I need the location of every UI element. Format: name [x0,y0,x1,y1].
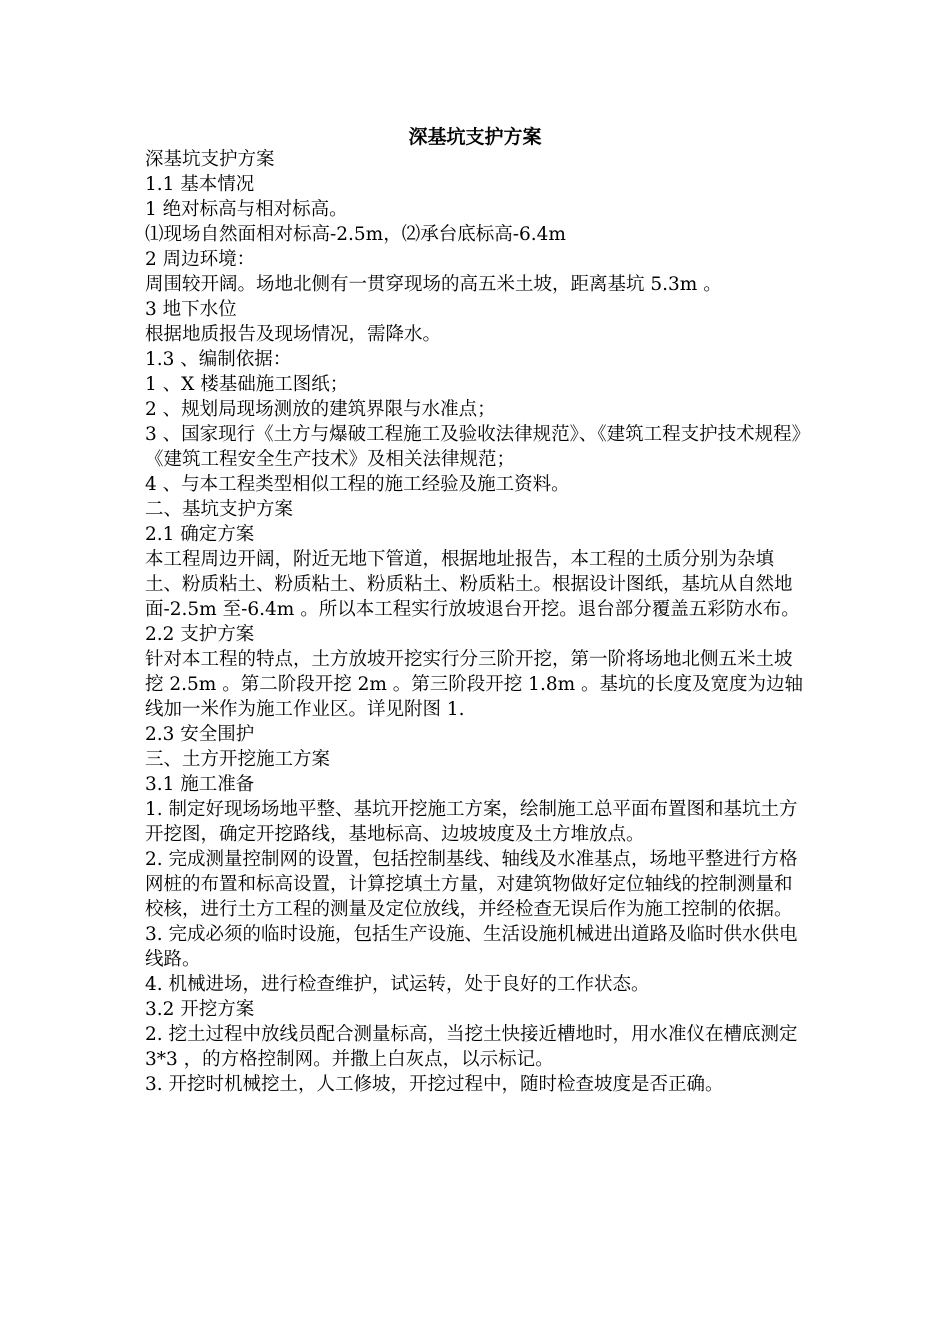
paragraph: 本工程周边开阔，附近无地下管道，根据地址报告，本工程的土质分别为杂填土、粉质粘土、粉质粘土、粉质粘土、粉质粘土。根据设计图纸，基坑从自然地面-2.5m 至-6.4m 。所以本工程实行放坡退台开挖。退台部分覆盖五彩防水布。 [145,549,800,620]
paragraph: 针对本工程的特点，土方放坡开挖实行分三阶开挖，第一阶将场地北侧五米土坡挖 2.5m 。第二阶段开挖 2m 。第三阶段开挖 1.8m 。基坑的长度及宽度为边轴线加一米作为施工作业区。详见附图 1. [145,649,804,720]
section-heading: 1.1 基本情况 [145,174,255,195]
section-heading: 3.2 开挖方案 [145,999,255,1020]
list-item: 1. 制定好现场场地平整、基坑开挖施工方案，绘制施工总平面布置图和基坑土方开挖图，确定开挖路线，基地标高、边坡坡度及土方堆放点。 [145,799,798,845]
section-heading: 二、基坑支护方案 [145,499,294,520]
paragraph: 2 周边环境： [145,249,256,270]
paragraph: 深基坑支护方案 [145,149,275,170]
list-item: 4. 机械进场，进行检查维护，试运转，处于良好的工作状态。 [145,974,650,995]
paragraph: 周围较开阔。场地北侧有一贯穿现场的高五米土坡，距离基坑 5.3m 。 [145,274,722,295]
document-title: 深基坑支护方案 [408,126,542,148]
list-item: 3 、国家现行《土方与爆破工程施工及验收法律规范》、《建筑工程支护技术规程》《建筑工程安全生产技术》及相关法律规范； [145,424,801,470]
section-heading: 2.3 安全围护 [145,724,255,745]
section-heading: 2.1 确定方案 [145,524,255,545]
paragraph: 根据地质报告及现场情况，需降水。 [145,324,442,345]
section-heading: 1.3 、编制依据： [145,349,292,370]
paragraph: ⑴现场自然面相对标高-2.5m，⑵承台底标高-6.4m [145,224,566,245]
paragraph: 1 绝对标高与相对标高。 [145,199,348,220]
section-heading: 2.2 支护方案 [145,624,255,645]
document-body [145,147,807,1097]
list-item: 2. 完成测量控制网的设置，包括控制基线、轴线及水准基点，场地平整进行方格网桩的布置和标高设置，计算挖填土方量，对建筑物做好定位轴线的控制测量和校核，进行土方工程的测量及定位放线，并经检查无误后作为施工控制的依据。 [145,849,798,920]
list-item: 1 、X 楼基础施工图纸； [145,374,349,395]
section-heading: 三、土方开挖施工方案 [145,749,331,770]
list-item: 2. 挖土过程中放线员配合测量标高，当挖土快接近槽地时，用水准仪在槽底测定 3*3 ，的方格控制网。并撒上白灰点，以示标记。 [145,1024,798,1070]
list-item: 3. 完成必须的临时设施，包括生产设施、生活设施机械进出道路及临时供水供电线路。 [145,924,798,970]
section-heading: 3.1 施工准备 [145,774,255,795]
list-item: 3. 开挖时机械挖土，人工修坡，开挖过程中，随时检查坡度是否正确。 [145,1074,724,1095]
paragraph: 3 地下水位 [145,299,237,320]
list-item: 4 、与本工程类型相似工程的施工经验及施工资料。 [145,474,570,495]
list-item: 2 、规划局现场测放的建筑界限与水准点； [145,399,496,420]
